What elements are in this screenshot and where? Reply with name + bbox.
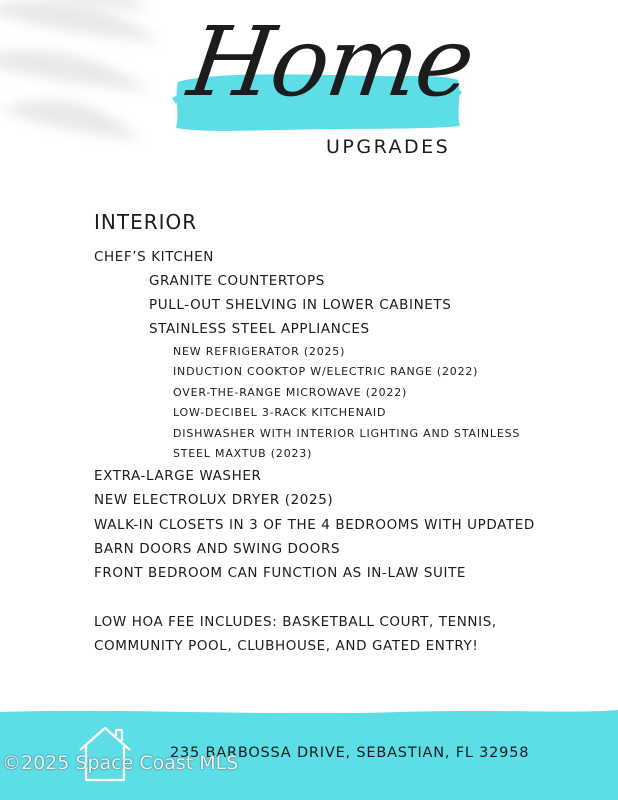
list-item: COMMUNITY POOL, CLUBHOUSE, AND GATED ENTRY! <box>94 638 479 654</box>
list-item: STEEL MAXTUB (2023) <box>173 447 313 460</box>
header-subtitle: UPGRADES <box>326 136 451 158</box>
list-item: FRONT BEDROOM CAN FUNCTION AS IN-LAW SUITE <box>94 565 467 581</box>
list-item: CHEF’S KITCHEN <box>94 249 214 265</box>
list-item: PULL-OUT SHELVING IN LOWER CABINETS <box>149 297 452 313</box>
list-item: GRANITE COUNTERTOPS <box>149 273 325 289</box>
list-item: WALK-IN CLOSETS IN 3 OF THE 4 BEDROOMS WITH UPDATED <box>94 517 535 533</box>
list-item: LOW HOA FEE INCLUDES: BASKETBALL COURT, TENNIS, <box>94 614 497 630</box>
footer-address: 235 BARBOSSA DRIVE, SEBASTIAN, FL 32958 <box>170 745 530 761</box>
list-item: DISHWASHER WITH INTERIOR LIGHTING AND STAINLESS <box>173 427 521 440</box>
section-heading-interior: INTERIOR <box>94 210 198 234</box>
list-item: EXTRA-LARGE WASHER <box>94 468 262 484</box>
list-item: STAINLESS STEEL APPLIANCES <box>149 321 370 337</box>
header-script-title: Home <box>182 6 480 118</box>
list-item: INDUCTION COOKTOP W/ELECTRIC RANGE (2022) <box>173 365 479 378</box>
list-item: BARN DOORS AND SWING DOORS <box>94 541 341 557</box>
list-item: OVER-THE-RANGE MICROWAVE (2022) <box>173 386 408 399</box>
list-item: NEW REFRIGERATOR (2025) <box>173 345 346 358</box>
list-item: NEW ELECTROLUX DRYER (2025) <box>94 492 334 508</box>
list-item: LOW-DECIBEL 3-RACK KITCHENAID <box>173 406 387 419</box>
copyright-watermark: ©2025 Space Coast MLS <box>2 752 239 774</box>
